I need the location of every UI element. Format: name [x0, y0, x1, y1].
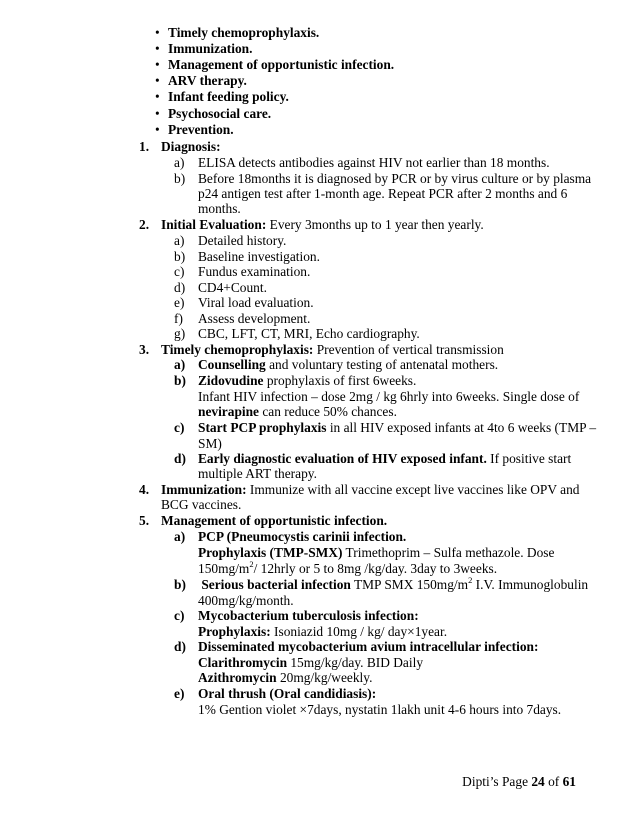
- list-item-continued: Azithromycin 20mg/kg/weekly.: [198, 670, 373, 685]
- bullet-item: • Prevention.: [155, 122, 234, 138]
- page-number: 24: [531, 774, 545, 789]
- section-chemoprophylaxis-heading: 3. Timely chemoprophylaxis: Prevention of vertical transmission: [139, 342, 504, 357]
- footer-prefix: Dipti’s Page: [462, 774, 532, 789]
- list-item-continued: months.: [198, 201, 241, 216]
- list-item: b) Before 18months it is diagnosed by PCR or by virus culture or by plasma: [174, 171, 592, 186]
- bullet-item: • Psychosocial care.: [155, 106, 271, 122]
- paragraph-continued: BCG vaccines.: [161, 497, 242, 512]
- list-item-continued: SM): [198, 436, 222, 451]
- list-item: f) Assess development.: [174, 311, 311, 326]
- list-item: c) Start PCP prophylaxis in all HIV exposed infants at 4to 6 weeks (TMP –: [174, 420, 597, 435]
- list-item-continued: $150mg/m^2/$ 12hrly or 5 to 8mg /kg/day. 3day to 3weeks.: [198, 558, 498, 576]
- bullet-item: • Immunization.: [155, 41, 252, 57]
- bullet-item: • ARV therapy.: [155, 73, 247, 89]
- list-item-continued: p24 antigen test after 1-month age. Repeat PCR after 2 months and 6: [198, 186, 568, 201]
- list-item: a) ELISA detects antibodies against HIV not earlier than 18 months.: [174, 155, 550, 170]
- list-item-continued: Prophylaxis: Isoniazid 10mg / kg/ day×1year.: [198, 624, 448, 639]
- list-item-continued: Clarithromycin 15mg/kg/day. BID Daily: [198, 655, 424, 670]
- list-item: d) Early diagnostic evaluation of HIV exposed infant. If positive start: [174, 451, 572, 466]
- section-initial-evaluation-heading: 2. Initial Evaluation: Every 3months up to 1 year then yearly.: [139, 217, 484, 232]
- list-item-continued: Infant HIV infection – dose 2mg / kg 6hrly into 6weeks. Single dose of: [198, 389, 580, 404]
- list-item: d) Disseminated mycobacterium avium intracellular infection:: [174, 639, 539, 654]
- page-footer: Dipti’s Page 24 of 61: [462, 774, 576, 789]
- list-item-continued: multiple ART therapy.: [198, 466, 317, 481]
- section-opportunistic-infection-heading: 5. Management of opportunistic infection.: [139, 513, 388, 528]
- section-diagnosis-heading: 1. Diagnosis:: [139, 139, 221, 154]
- list-item: a) Detailed history.: [174, 233, 287, 248]
- bullet-item: • Timely chemoprophylaxis.: [155, 25, 319, 41]
- list-item: b) Baseline investigation.: [174, 249, 320, 264]
- list-item: c) Mycobacterium tuberculosis infection:: [174, 608, 419, 623]
- bullet-item: • Infant feeding policy.: [155, 89, 289, 105]
- list-item-continued: nevirapine can reduce 50% chances.: [198, 404, 397, 419]
- list-item-continued: 1% Gention violet ×7days, nystatin 1lakh unit 4-6 hours into 7days.: [198, 702, 562, 717]
- list-item: a) PCP (Pneumocystis carinii infection.: [174, 529, 407, 544]
- list-item: g) CBC, LFT, CT, MRI, Echo cardiography.: [174, 326, 420, 341]
- list-item: b) Serious bacterial infection TMP SMX $150mg/m^2$ I.V. Immunoglobulin: [174, 574, 589, 592]
- bullet-item: • Management of opportunistic infection.: [155, 57, 394, 73]
- list-item: d) CD4+Count.: [174, 280, 267, 295]
- list-item: b) Zidovudine prophylaxis of first 6weeks.: [174, 373, 417, 388]
- list-item: e) Viral load evaluation.: [174, 295, 314, 310]
- list-item: a) Counselling and voluntary testing of antenatal mothers.: [174, 357, 499, 372]
- list-item: c) Fundus examination.: [174, 264, 311, 279]
- list-item-continued: Prophylaxis (TMP-SMX) Trimethoprim – Sulfa methazole. Dose: [198, 545, 555, 560]
- list-item: e) Oral thrush (Oral candidiasis):: [174, 686, 377, 701]
- page-total: 61: [562, 774, 576, 789]
- list-item-continued: 400mg/kg/month.: [198, 593, 294, 608]
- section-immunization-heading: 4. Immunization: Immunize with all vaccine except live vaccines like OPV and: [139, 482, 580, 497]
